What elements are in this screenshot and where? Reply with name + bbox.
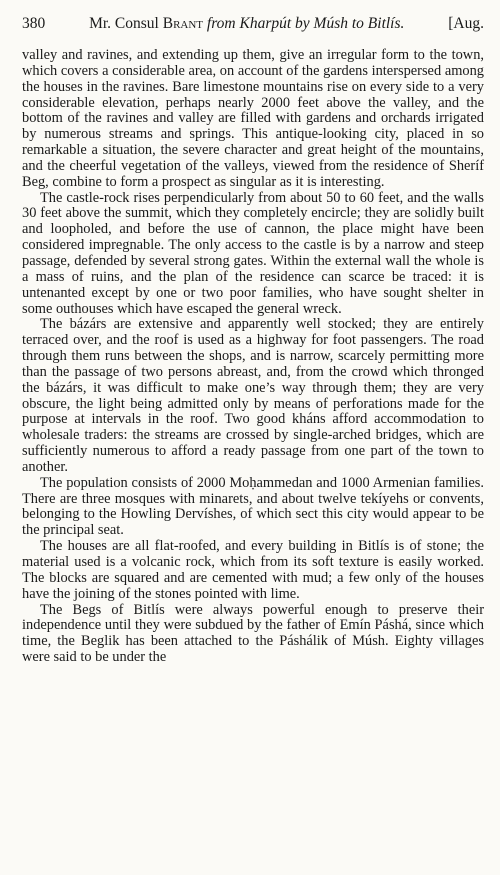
document-page [22, 14, 484, 666]
paragraph: The bázárs are extensive and apparently well stocked; they are entirely terraced over, and the roof is used as a highway for foot passengers. The road through them runs between the shops, and is narrow, scarcely permitting more than the passage of two persons abreast, and, from the crowd which thronged the bázárs, it was difficult to make one’s way through them; they are very obscure, the light being admitted only by means of perforations made for the purpose at intervals in the roof. Two good kháns afford accommodation to wholesale traders: the streams are crossed by single-arched bridges, which are sufficiently numerous to afford a ready passage from one part of the town to another. [22, 316, 484, 475]
paragraph: The population consists of 2000 Moḥammedan and 1000 Armenian families. There are three mosques with minarets, and about twelve tekíyehs or convents, belonging to the Howling Dervíshes, of which sect this city would appear to be the principal seat. [22, 474, 484, 539]
running-head [22, 14, 484, 40]
body-text [22, 48, 484, 666]
running-title-suffix: from Kharpút by Músh to Bitlís. [203, 15, 405, 32]
page-number: 380 [22, 15, 46, 32]
paragraph: The houses are all flat-roofed, and every building in Bitlís is of stone; the material used is a volcanic rock, which from its soft texture is easily worked. The blocks are squared and are cemented with mud; a few only of the houses have the joining of the stones pointed with lime. [22, 538, 484, 602]
running-title-name: Brant [162, 15, 204, 32]
paragraph: The castle-rock rises perpendicularly from about 50 to 60 feet, and the walls 30 feet above the summit, which they completely encircle; they are solidly built and loopholed, and before the use of cannon, the place might have been considered impregnable. The only access to the castle is by a narrow and steep passage, defended by several strong gates. Within the external wall the whole is a mass of ruins, and the plan of the residence can scarce be traced: it is untenanted except by one or two poor families, who have sought shelter in some outhouses which have escaped the general wreck. [22, 189, 484, 317]
paragraph: valley and ravines, and extending up them, give an irregular form to the town, which covers a considerable area, on account of the gardens interspersed among the houses in the ravines. Bare limestone mountains rise on every side to a very considerable elevation, perhaps nearly 2000 feet above the valley, and the bottom of the ravines and valley are filled with gardens and orchards irrigated by numerous streams and springs. This antique-looking city, placed in so remarkable a situation, the severe character and great height of the mountains, and the cheerful vegetation of the valleys, viewed from the residence of Sheríf Beg, combine to form a prospect as singular as it is interesting. [22, 47, 484, 190]
running-title-prefix: Mr. Consul [89, 15, 163, 32]
running-head-date: [Aug. [448, 15, 484, 32]
paragraph: The Begs of Bitlís were always powerful enough to preserve their independence until they were subdued by the father of Emín Páshá, since which time, the Beglik has been attached to the Páshálik of Músh. Eighty villages were said to be under the [22, 601, 484, 666]
running-title [89, 14, 404, 34]
